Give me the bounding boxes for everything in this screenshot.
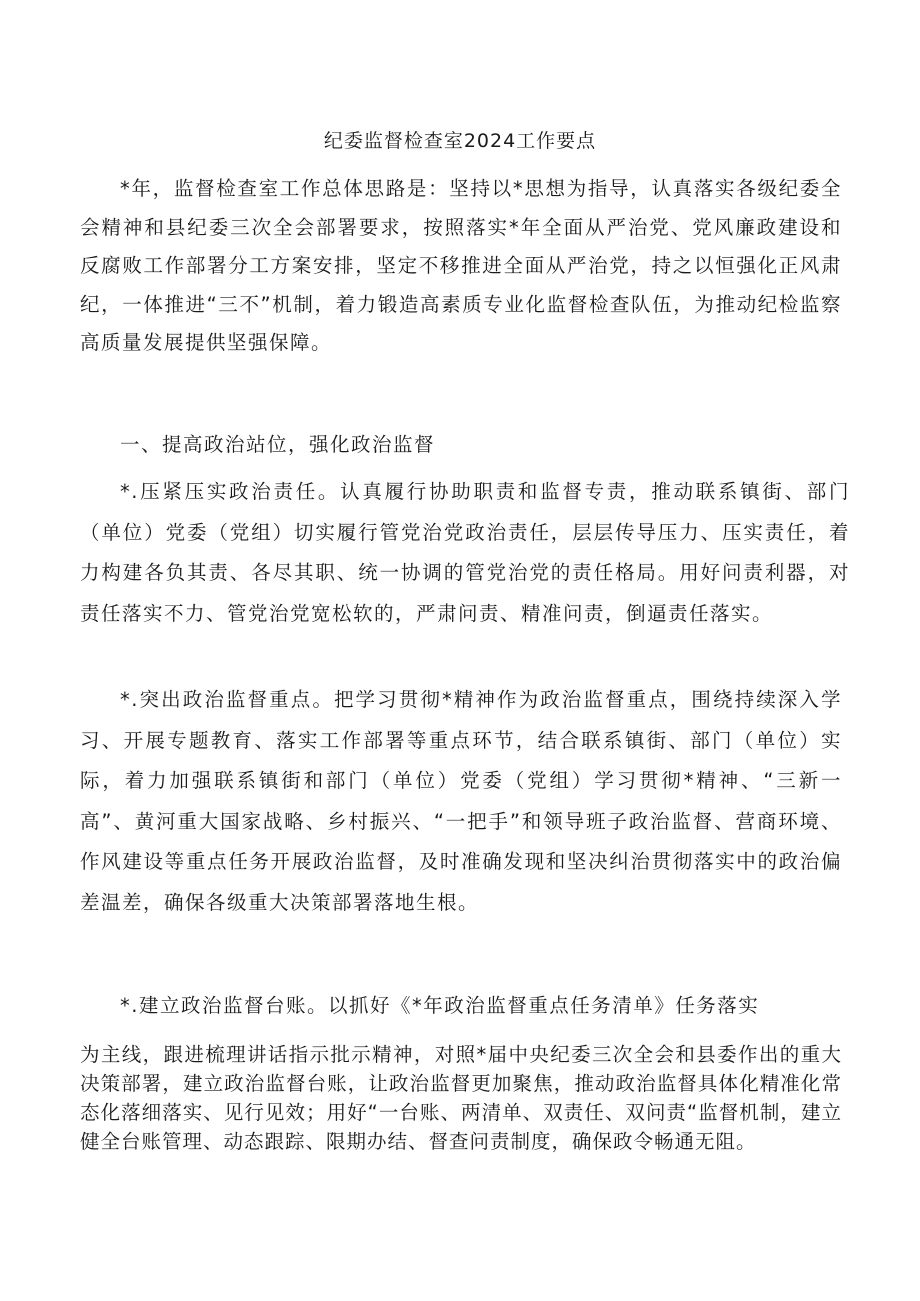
document-title: 纪委监督检查室2024工作要点 bbox=[323, 130, 597, 152]
item-paragraph-2: *.突出政治监督重点。把学习贯彻*精神作为政治监督重点，围绕持续深入学习、开展专题教育、落实工作部署等重点环节，结合联系镇街、部门（单位）实际，着力加强联系镇街和部门（单位）党委（党组）学习贯彻*精神、“三新一高”、黄河重大国家战略、乡村振兴、“一把手”和领导班子政治监督、营商环境、作风建设等重点任务开展政治监督，及时准确发现和坚决纠治贯彻落实中的政治偏差温差，确保各级重大决策部署落地生根。 bbox=[80, 688, 842, 914]
intro-paragraph: *年，监督检查室工作总体思路是：坚持以*思想为指导，认真落实各级纪委全会精神和县纪委三次全会部署要求，按照落实*年全面从严治党、党风廉政建设和反腐败工作部署分工方案安排，坚定不移推进全面从严治党，持之以恒强化正风肃纪，一体推进“三不”机制，着力锻造高素质专业化监督检查队伍，为推动纪检监察高质量发展提供坚强保障。 bbox=[80, 177, 842, 354]
item-paragraph-3-body: 为主线，跟进梳理讲话指示批示精神，对照*届中央纪委三次全会和县委作出的重大决策部署，建立政治监督台账，让政治监督更加聚焦，推动政治监督具体化精准化常态化落细落实、见行见效；用好“一台账、两清单、双责任、双问责“监督机制，建立健全台账管理、动态跟踪、限期办结、督查问责制度，确保政令畅通无阻。 bbox=[80, 1043, 842, 1153]
item-paragraph-3-lead: *.建立政治监督台账。以抓好《*年政治监督重点任务清单》任务落实 bbox=[120, 994, 760, 1017]
section-heading-1: 一、提高政治站位，强化政治监督 bbox=[120, 433, 436, 456]
item-paragraph-1: *.压紧压实政治责任。认真履行协助职责和监督专责，推动联系镇街、部门（单位）党委（党组）切实履行管党治党政治责任，层层传导压力、压实责任，着力构建各负其责、各尽其职、统一协调的管党治党的责任格局。用好问责利器，对责任落实不力、管党治党宽松软的，严肃问责、精准问责，倒逼责任落实。 bbox=[80, 480, 850, 625]
